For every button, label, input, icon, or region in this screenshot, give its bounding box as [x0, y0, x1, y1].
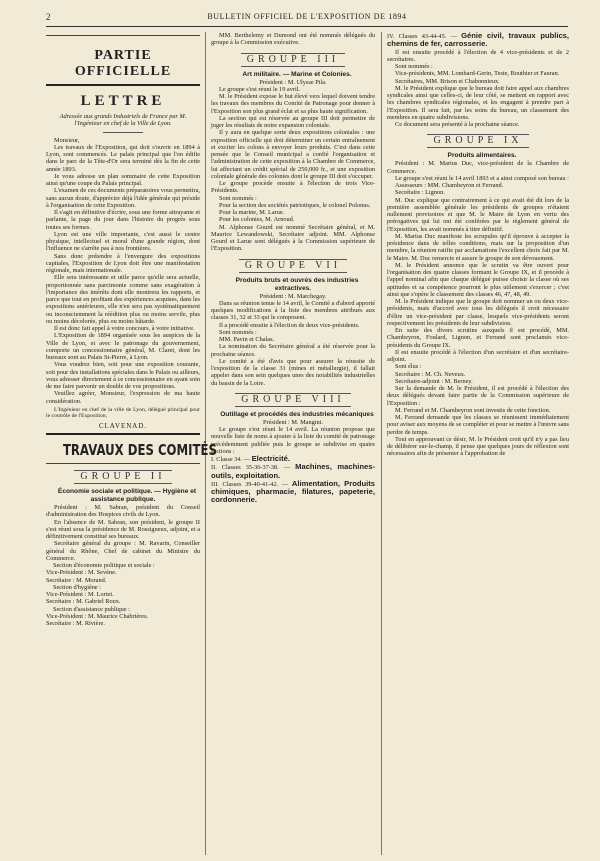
group-label-text: GROUPE VIII — [235, 393, 351, 407]
entry: Section d'assistance publique : — [53, 605, 130, 613]
entry: Secrétaire : M. Morand. — [46, 576, 107, 584]
signoff: L'Ingénieur en chef de la ville de Lyon, délégué principal pour le contrôle de l'Exposition, — [46, 406, 200, 420]
class-name: Alimentation, Produits chimiques, pharmacie, filatures, papeterie, cordonnerie. — [211, 478, 375, 505]
paragraph: Pour la section des sociétés patriotiques, le colonel Polonus. — [219, 201, 371, 209]
paragraph: Le groupe s'est réuni le 19 avril. — [219, 85, 301, 93]
class-number: IV. Classes 43-44-45. — [387, 33, 447, 40]
paragraph: Dans sa réunion tenue le 14 avril, le Comité a d'abord apporté quelques modifications à la liste des membres attribués aux classes 31, 32 et 33 qui le composent. — [211, 299, 375, 322]
paragraph: Les travaux de l'Exposition, qui doit s'ouvrir en 1894 à Lyon, sont commencés. Le palais principal que l'on édifie dans le parc de la Tête-d'Or sera terminé dès la fin de cette année 1893. — [46, 143, 200, 173]
salutation: Monsieur, — [54, 136, 80, 144]
rule — [103, 132, 143, 133]
paragraph: M. Alphonse Gourd est nommé Secrétaire général, et M. Maurice Lewandowski, Secrétaire adjoint. MM. Alphonse Gourd et Larue sont délégués à la Commission supérieure de l'Exposition. — [211, 223, 375, 253]
paragraph: Pour la marine, M. Larue. — [219, 209, 285, 216]
group-president: Président : M. Ulysse Pila. — [259, 78, 327, 86]
class-entry: III. Classes 39-40-41-42. — Alimentation, Produits chimiques, pharmacie, filatures, papeterie, cordonnerie. — [211, 478, 375, 505]
class-name: Machines, machines-outils, exploitation. — [211, 462, 375, 480]
paragraph: Vous voudrez bien, soit pour une exposition courante, soit pour des installations spéciales dans le Palais ou ailleurs, vous adresser directement à ce concessionnaire en ayant soin de me faire parvenir un double de vos propositions. — [46, 361, 200, 390]
paragraph: M. le Président annonce que le scrutin va être ouvert pour l'organisation des quatre classes formant le Groupe IX, et il procède à l'appel nominal afin que chaque délégué puisse choisir la classe où ses aptitudes et sa compétence pourront le plus utilement s'exercer ; c'est ainsi que s'opère le classement des classes 46, 47, 48, 49. — [387, 261, 569, 298]
paragraph: En suite des divers scrutins auxquels il est procédé, MM. Chambeyron, Foulard, Lignon, et Ferrand sont proclamés vice-présidents du Groupe IX. — [387, 327, 569, 349]
entry: Vice-Président : M. Maurice Chabrières. — [46, 612, 149, 620]
paragraph: Le groupe s'est réuni le 14 avril 1893 et a ainsi composé son bureau : — [395, 174, 569, 182]
group-label — [46, 470, 200, 484]
column-3 — [387, 32, 569, 855]
group-president: Président : M. Marchegay. — [259, 292, 327, 300]
paragraph: Ce document sera présenté à la prochaine séance. — [395, 121, 520, 128]
paragraph: Il est ensuite procédé à l'élection d'un secrétaire et d'un secrétaire-adjoint. — [387, 348, 569, 363]
paragraph: Secrétaire : M. Ch. Neveux. — [395, 370, 466, 378]
group-label-text: GROUPE II — [74, 470, 171, 484]
entry: Section d'économie politique et sociale : — [53, 562, 155, 570]
entry: Secrétaire : M. Rivière. — [46, 620, 105, 628]
class-name: Génie civil, travaux publics, chemins de fer, carrosserie. — [387, 31, 570, 49]
paragraph: Je vous adresse un plan sommaire de cette Exposition ainsi qu'une coupe du Palais principal. — [46, 172, 200, 187]
paragraph: M. Ferrand et M. Chambeyron sont investis de cette fonction. — [395, 406, 551, 414]
group-title: Produits alimentaires. — [447, 152, 517, 160]
paragraph: Il est donc fait appel à votre concours, à votre initiative. — [54, 325, 195, 332]
class-number: I. Classe 34. — [211, 456, 243, 463]
page-header — [46, 12, 568, 24]
paragraph: Pour les colonies, M. Arnoud. — [219, 216, 295, 224]
header-rule — [46, 26, 568, 27]
paragraph: M. le Président indique que le groupe doit nommer un ou deux vice-présidents, mais d'accord avec tous les délégués il croit nécessaire d'élire un vice-président par classe, lesquels vice-présidents seront respectivement les présidents de leur subdivision. — [387, 298, 569, 327]
group-title: Outillage et procédés des industries mécaniques — [220, 410, 374, 418]
paragraph: Lyon est une ville importante, c'est aussi le centre physique, intellectuel et moral d'une grande région, dont l'influence ne s'arrête pas à nos frontières. — [46, 230, 200, 253]
rule — [46, 35, 200, 36]
letter-subtitle: Adressée aux grands Industriels de France par M. l'Ingénieur en chef de la Ville de Lyon. — [59, 113, 187, 128]
paragraph: La nomination du Secrétaire général a été réservée pour la prochaine séance. — [211, 343, 375, 358]
paragraph: Assesseurs : MM. Chambeyron et Ferrand. — [395, 182, 504, 189]
group-president: Président : M. Marius Duc, vice-président de la Chambre de Commerce. — [387, 160, 569, 175]
paragraph: Secrétaires, MM. Brison et Chabonnieux. — [395, 77, 500, 85]
paragraph: M. Marius Duc manifeste les scrupules qu'il éprouve à accepter la présidence dans de telles conditions, mais sur la proposition d'un membre, la réunion ratifie par acclamations l'excellent choix fait par M. le Maire. M. Duc remercie et assure le groupe de son dévouement. — [387, 232, 569, 262]
paragraph: M. Ferrand demande que les classes se réunissent immédiatement pour aviser aux moyens de se compléter et pour se mettre à l'œuvre sans perdre de temps. — [387, 414, 569, 436]
column-1 — [46, 32, 217, 855]
column-divider — [381, 32, 382, 855]
paragraph: Sans donc prétendre à l'envergure des expositions capitales, l'Exposition de Lyon doit être une manifestation régionale, mais internationale. — [46, 252, 200, 274]
group-title: Art militaire. — Marine et Colonies. — [242, 70, 352, 78]
paragraph: Elle sera intéressante et utile parce qu'elle sera actuelle, proportionnée sans parcimonie comme sans exagération à l'importance des intérêts dont elle montrera les rapports, et parce que tout en profitant des expériences acquises, dans les expositions antérieures, elle n'en sera pas systématiquement ou inconsciemment la réédition plus ou moins servile, plus ou moins décolorée, plus ou moins bâtarde. — [46, 274, 200, 325]
paragraph: Sur la demande de M. le Président, il est procédé à l'élection des deux délégués devant faire partie de la Commission supérieure de l'Exposition : — [387, 385, 569, 407]
letter-title: LETTRE — [80, 93, 166, 109]
paragraph: M. le Président explique que le bureau doit faire appel aux chambres syndicales ainsi que celles-ci, de leur côté, se mettent en rapport avec les chambres syndicales régionales, et les engagent à prendre part à l'Exposition. Il sera fait, par les soins du bureau, un classement des membres en quatre subdivisions. — [387, 84, 569, 121]
group-label — [211, 53, 375, 67]
paragraph: Vice-présidents, MM. Lombard-Gerin, Teste, Bouthier et Fauran. — [395, 70, 560, 78]
paragraph: Le groupe procède ensuite à l'élection de trois Vice-Présidents. — [211, 180, 375, 195]
column-2 — [211, 32, 375, 855]
paragraph: Sont nommés : — [219, 328, 257, 336]
group-label-text: GROUPE VII — [239, 259, 347, 273]
rule — [46, 84, 200, 86]
paragraph: Il s'agit en définitive d'écrire, sous une forme attrayante et parlante, la page du jour dans l'histoire du progrès sous toutes ses formes. — [46, 209, 200, 231]
group-label — [211, 393, 375, 407]
entry: Vice-Président : M. Sevène. — [46, 569, 117, 577]
section-heading: PARTIE OFFICIELLE — [74, 48, 172, 79]
paragraph: Il est ensuite procédé à l'élection de 4 vice-présidents et de 2 secrétaires. — [387, 48, 569, 63]
paragraph: MM. Pavin et Chalas. — [219, 336, 275, 343]
paragraph: Sont nommés : — [219, 194, 257, 202]
entry: Secrétaire : M. Gabriel Roux. — [46, 598, 121, 606]
paragraph: Secrétaire-adjoint : M. Berney. — [395, 377, 473, 385]
paragraph: Le comité a été d'avis que pour assurer la réussite de l'exposition de la classe 31 (mines et métallurgie), il fallait appeler dans son sein quelques unes des notabilités industrielles du bassin de la Loire. — [211, 357, 375, 387]
class-name: Electricité. — [251, 454, 291, 463]
entry: En l'absence de M. Sabran, son président, le groupe II s'est réuni sous la présidence de M. Rossigneux, adjoint, et a définitivement constitué ses bureaux. — [46, 518, 200, 541]
paragraph: M. le Président expose le but élevé vers lequel doivent tendre les travaux des membres du Comité de Patronage pour donner à l'Exposition son plus grand éclat et sa plus haute signification. — [211, 93, 375, 115]
paragraph: Sont élus : — [395, 363, 422, 371]
entry: Secrétaire général du groupe : M. Ravarin, Conseiller général du Rhône, Chef de cabinet du Ministre du Commerce. — [46, 540, 200, 562]
rule — [46, 433, 200, 435]
paragraph: Sont nommés : — [395, 63, 433, 70]
group-label — [387, 134, 569, 148]
rule — [46, 463, 200, 464]
signature: CLAVENAD. — [98, 421, 148, 430]
paragraph: M. Duc explique que contrairement à ce qui avait été dit lors de la première assemblée générale les présidents de groupes n'étaient nullement provisoires et que M. le Maire de Lyon en vertu des prérogatives qui lui ont été conférées par le règlement général de l'Exposition, les avait nommés à titre définitif. — [387, 196, 569, 233]
class-entry: II. Classes 35-36-37-38. — Machines, machines-outils, exploitation. — [211, 462, 375, 480]
class-number: II. Classes 35-36-37-38. — [211, 464, 279, 472]
paragraph: Le groupe s'est réuni le 14 avril. La réunion propose que nouvelle liste de noms à ajouter à la liste du comité de patronage précédemment publiée puis le groupe se subdivise en quatre sections : — [211, 426, 375, 455]
group-label-text: GROUPE III — [241, 53, 346, 67]
bulletin-title: BULLETIN OFFICIEL DE L'EXPOSITION DE 1894 — [207, 12, 407, 21]
paragraph: L'Exposition de 1894 organisée sous les auspices de la Ville de Lyon, et avec le patronage du gouvernement, comporte un concessionnaire général, M. Claret, dont les bureaux sont au Palais St-Pierre, à Lyon. — [46, 332, 200, 361]
paragraph: Veuillez agréer, Monsieur, l'expression de ma haute considération. — [46, 390, 200, 405]
paragraph: Il y aura en quelque sorte deux expositions coloniales : une exposition officielle qui doit déterminer un certain entraînement et exciter les colons à envoyer leurs produits. C'est dans cette pensée que le Conseil municipal a confié l'organisation et l'administration de cette exposition à la Chambre de Commerce, lui affectant un crédit spécial de 250,000 fr., et une exposition coloniale générale des colonies dont le groupe III doit s'occuper. — [211, 129, 375, 180]
entry: Président : M. Sabran, président du Conseil d'administration des Hospices civils de Lyon. — [46, 504, 200, 519]
group-title: Économie sociale et politique. — Hygiène et assistance publique. — [57, 488, 197, 504]
paragraph: Tout en approuvant ce désir, M. le Président croit qu'il n'y a pas lieu de délibérer sur-le-champ, il pense que quelques jours de réflexion sont nécessaires afin de présenter à l'approbation de — [387, 435, 569, 458]
class-entry: I. Classe 34. — Electricité. — [211, 454, 291, 463]
paragraph: MM. Berthelemy et Dumond ont été nommés délégués du groupe à la Commission exécutive. — [211, 32, 375, 47]
paragraph: La section qui est réservée au groupe III doit permettre de juger les résultats de notre expansion coloniale. — [211, 114, 375, 129]
class-entry: IV. Classes 43-44-45. — Génie civil, travaux publics, chemins de fer, carrosserie. — [387, 31, 570, 49]
entry: Section d'hygiène : — [53, 583, 102, 591]
group-label — [211, 259, 375, 273]
group-title: Produits bruts et ouvrés des industries extractives. — [235, 276, 359, 292]
paragraph: Il a procédé ensuite à l'élection de deux vice-présidents. — [219, 321, 360, 329]
group-label-text: GROUPE IX — [427, 134, 528, 148]
paragraph: Secrétaire : Lignon. — [395, 189, 445, 197]
page-number: 2 — [46, 12, 52, 22]
paragraph: L'examen de ces documents préparatoires vous permettra, sans aucun doute, d'apprécier déjà l'idée générale qui préside à l'organisation de cette Exposition. — [46, 187, 200, 209]
group-president: Président : M. Mangini. — [263, 418, 323, 426]
section-heading: TRAVAUX DES COMITÉS — [62, 441, 217, 460]
entry: Vice-Président : M. Lortet. — [46, 591, 114, 599]
class-number: III. Classes 39-40-41-42. — [211, 480, 279, 488]
